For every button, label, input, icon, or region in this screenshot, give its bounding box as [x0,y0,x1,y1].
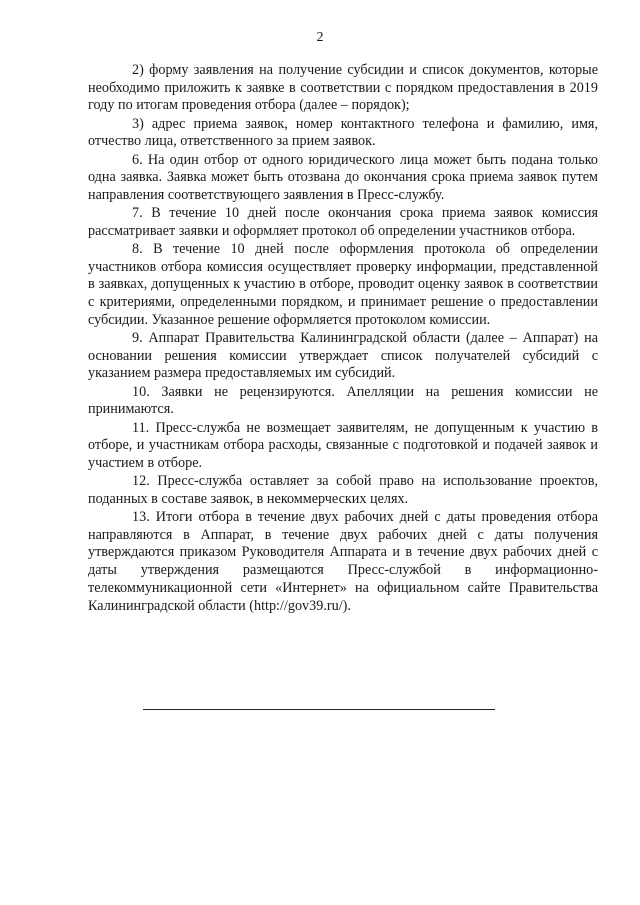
paragraph-clause-6: 6. На один отбор от одного юридического лица может быть подана только одна заявка. Заявка может быть отозвана до окончания срока приема заявок путем направления соответствующего заявления в Пресс-службу. [88,151,598,203]
page-number: 2 [316,30,324,45]
paragraph-clause-9: 9. Аппарат Правительства Калининградской области (далее – Аппарат) на основании решения комиссии утверждает список получателей субсидий с указанием размера предоставляемых им субсидий. [88,330,598,382]
paragraph-clause-8: 8. В течение 10 дней после оформления протокола об определении участников отбора комиссия осуществляет проверку информации, представленной в заявках, допущенных к участию в отборе, проводит оценку заявок в соответствии с критериями, определенными порядком, и принимает решение о предоставлении субсидии. Указанное решение оформляется протоколом комиссии. [88,241,598,328]
paragraph-clause-11: 11. Пресс-служба не возмещает заявителям, не допущенным к участию в отборе, и участникам отбора расходы, связанные с подготовкой и подачей заявок и участием в отборе. [88,419,598,471]
paragraph-item-3: 3) адрес приема заявок, номер контактного телефона и фамилию, имя, отчество лица, ответственного за прием заявок. [88,115,598,150]
paragraph-clause-13: 13. Итоги отбора в течение двух рабочих дней с даты проведения отбора направляются в Аппарат, в течение двух рабочих дней с даты получения утверждаются приказом Руководителя Аппарата и в течение двух рабочих дней с даты утверждения размещаются Пресс-службой в информационно-телекоммуникационной сети «Интернет» на официальном сайте Правительства Калининградской области (http://gov39.ru/). [88,509,598,614]
paragraph-clause-12: 12. Пресс-служба оставляет за собой право на использование проектов, поданных в составе заявок, в некоммерческих целях. [88,473,598,507]
paragraph-clause-7: 7. В течение 10 дней после окончания срока приема заявок комиссия рассматривает заявки и оформляет протокол об определении участников отбора. [88,205,598,239]
end-divider-line [143,709,495,710]
document-body [88,62,598,616]
paragraph-clause-10: 10. Заявки не рецензируются. Апелляции на решения комиссии не принимаются. [88,383,598,418]
paragraph-item-2: 2) форму заявления на получение субсидии и список документов, которые необходимо приложить к заявке в соответствии с порядком предоставления в 2019 году по итогам проведения отбора (далее – порядок); [88,62,598,114]
